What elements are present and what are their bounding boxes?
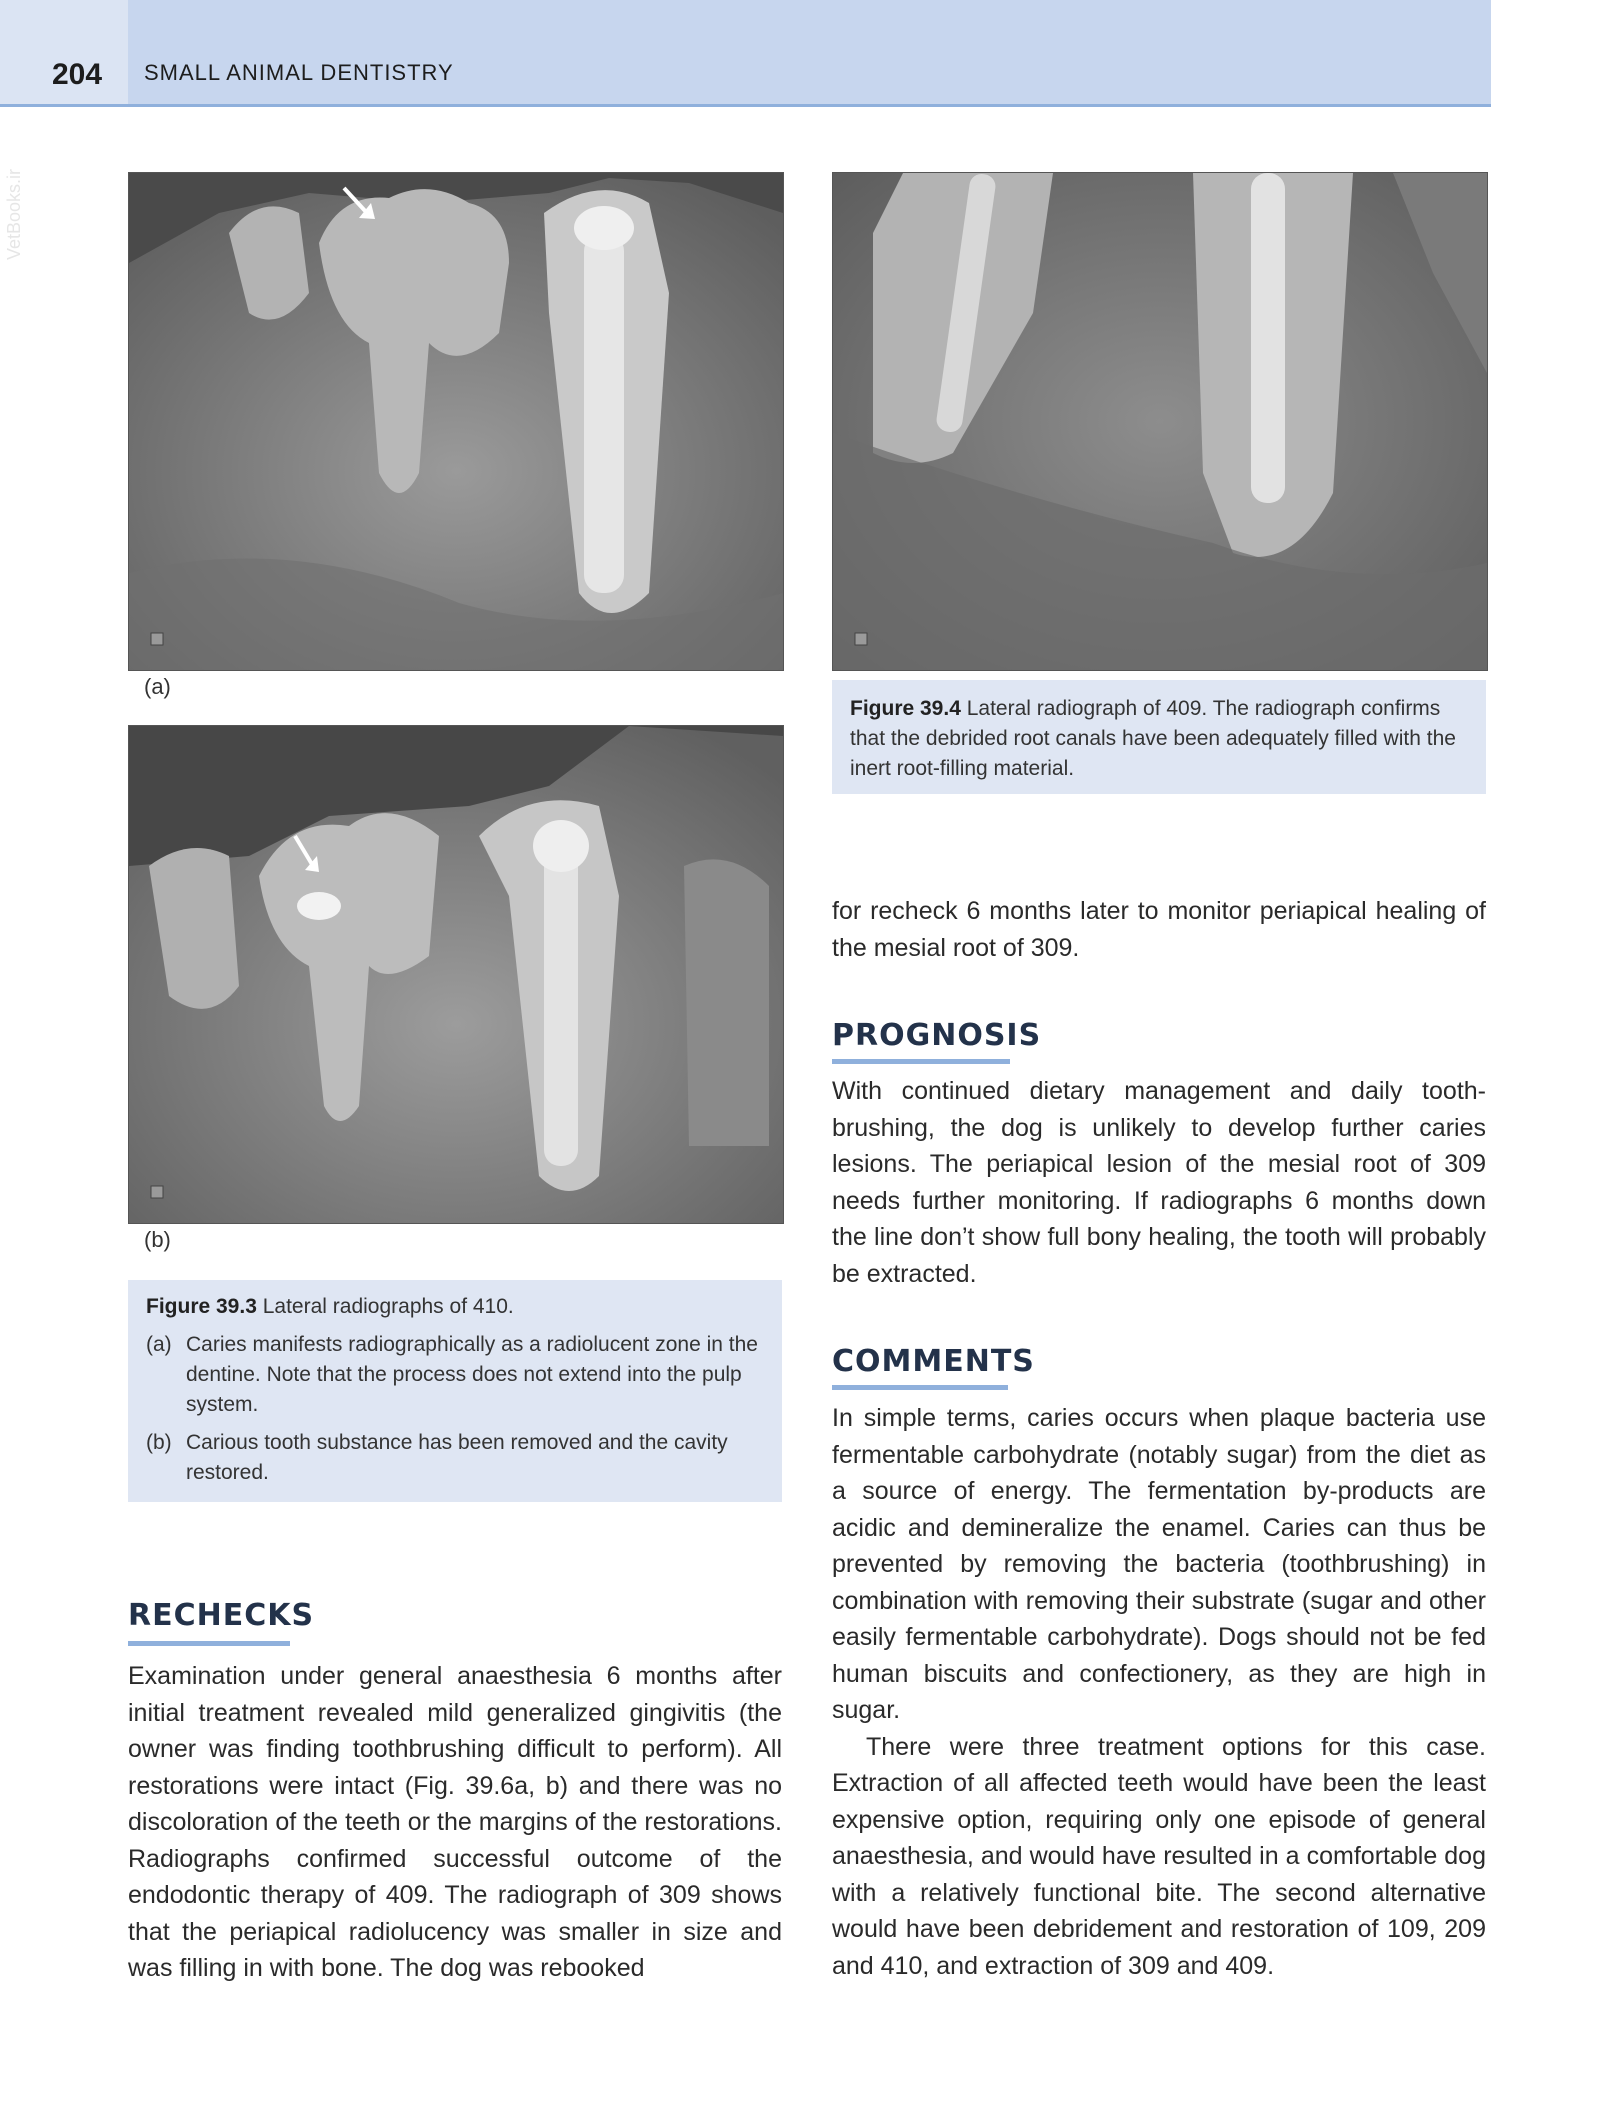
figure-39-3-caption (128, 1280, 782, 1502)
rechecks-paragraph: Examination under general anaesthesia 6 months after initial treatment revealed mild generalized gingivitis (the owner was finding toothbrushing difficult to perform). All restorations were intact (Fig. 39.6a, b) and there was no discoloration of the teeth or the margins of the restorations. Radiographs confirmed successful outcome of the endodontic therapy of 409. The radiograph of 309 shows that the periapical radiolucency was smaller in size and was filling in with bone. The dog was rebooked (128, 1662, 782, 1982)
rechecks-body (128, 1658, 782, 1987)
radiograph-39-3b-image (129, 726, 783, 1223)
figure-39-3-item-b (146, 1428, 764, 1488)
page-number: 204 (52, 58, 103, 91)
comments-heading: COMMENTS (832, 1344, 1035, 1379)
figure-39-3a-label: (a) (144, 674, 171, 699)
figure-39-4-title: Figure 39.4 (850, 697, 961, 720)
figure-39-3-item-b-mark: (b) (146, 1431, 172, 1454)
rechecks-heading: RECHECKS (128, 1598, 315, 1633)
figure-39-3-item-a-mark: (a) (146, 1333, 172, 1356)
prognosis-paragraph: With continued dietary management and daily toothbrushing, the dog is unlikely to develop further caries lesions. The periapical lesion of the mesial root of 309 needs further monitoring. If radiographs 6 months down the line don’t show full bony healing, the tooth will probably be extracted. (832, 1077, 1486, 1288)
figure-39-3-item-a-text: Caries manifests radiographically as a radiolucent zone in the dentine. Note that the process does not extend into the pulp system. (186, 1333, 758, 1416)
comments-paragraph-2: There were three treatment options for this case. Extraction of all affected teeth would have been the least expensive option, requiring only one episode of general anaesthesia, and would have resulted in a comfortable dog with a relatively functional bite. The second alternative would have been debridement and restoration of 109, 209 and 410, and extraction of 309 and 409. (832, 1732, 1486, 1980)
figure-39-3-title: Figure 39.3 (146, 1295, 257, 1318)
figure-39-4-caption (832, 680, 1486, 794)
radiograph-39-3b (128, 725, 784, 1224)
prognosis-heading: PROGNOSIS (832, 1018, 1042, 1053)
figure-39-3-item-a (146, 1330, 764, 1420)
radiograph-39-3a-image (129, 173, 783, 670)
radiograph-39-4 (832, 172, 1488, 671)
figure-39-3b-label: (b) (144, 1227, 171, 1252)
rechecks-heading-underline (128, 1641, 290, 1646)
rechecks-continued-paragraph: for recheck 6 months later to monitor periapical healing of the mesial root of 309. (832, 897, 1486, 962)
header-band (0, 0, 1491, 107)
rechecks-continued (832, 893, 1486, 966)
watermark: VetBooks.ir (4, 168, 24, 260)
figure-39-3-title-line (146, 1292, 764, 1322)
figure-39-4-title-text: Lateral radiograph of 409. The radiograph confirms that the debrided root canals have been adequately filled with the inert root-filling material. (850, 697, 1456, 780)
comments-heading-underline (832, 1385, 1008, 1390)
figure-39-3-item-b-text: Carious tooth substance has been removed and the cavity restored. (186, 1431, 728, 1484)
running-head: SMALL ANIMAL DENTISTRY (144, 60, 454, 85)
comments-paragraph-1: In simple terms, caries occurs when plaque bacteria use fermentable carbohydrate (notably sugar) from the diet as a source of energy. The fermentation by-products are acidic and demineralize the enamel. Caries can thus be prevented by removing the bacteria (toothbrushing) in combination with removing their substrate (sugar and other easily fermentable carbohydrate). Dogs should not be fed human biscuits and confectionery, as they are high in sugar. (832, 1404, 1486, 1724)
prognosis-body (832, 1073, 1486, 1292)
prognosis-heading-underline (832, 1059, 1010, 1064)
radiograph-39-4-image (833, 173, 1487, 670)
radiograph-39-3a (128, 172, 784, 671)
figure-39-3-title-text: Lateral radiographs of 410. (262, 1295, 514, 1318)
comments-body (832, 1400, 1486, 1984)
